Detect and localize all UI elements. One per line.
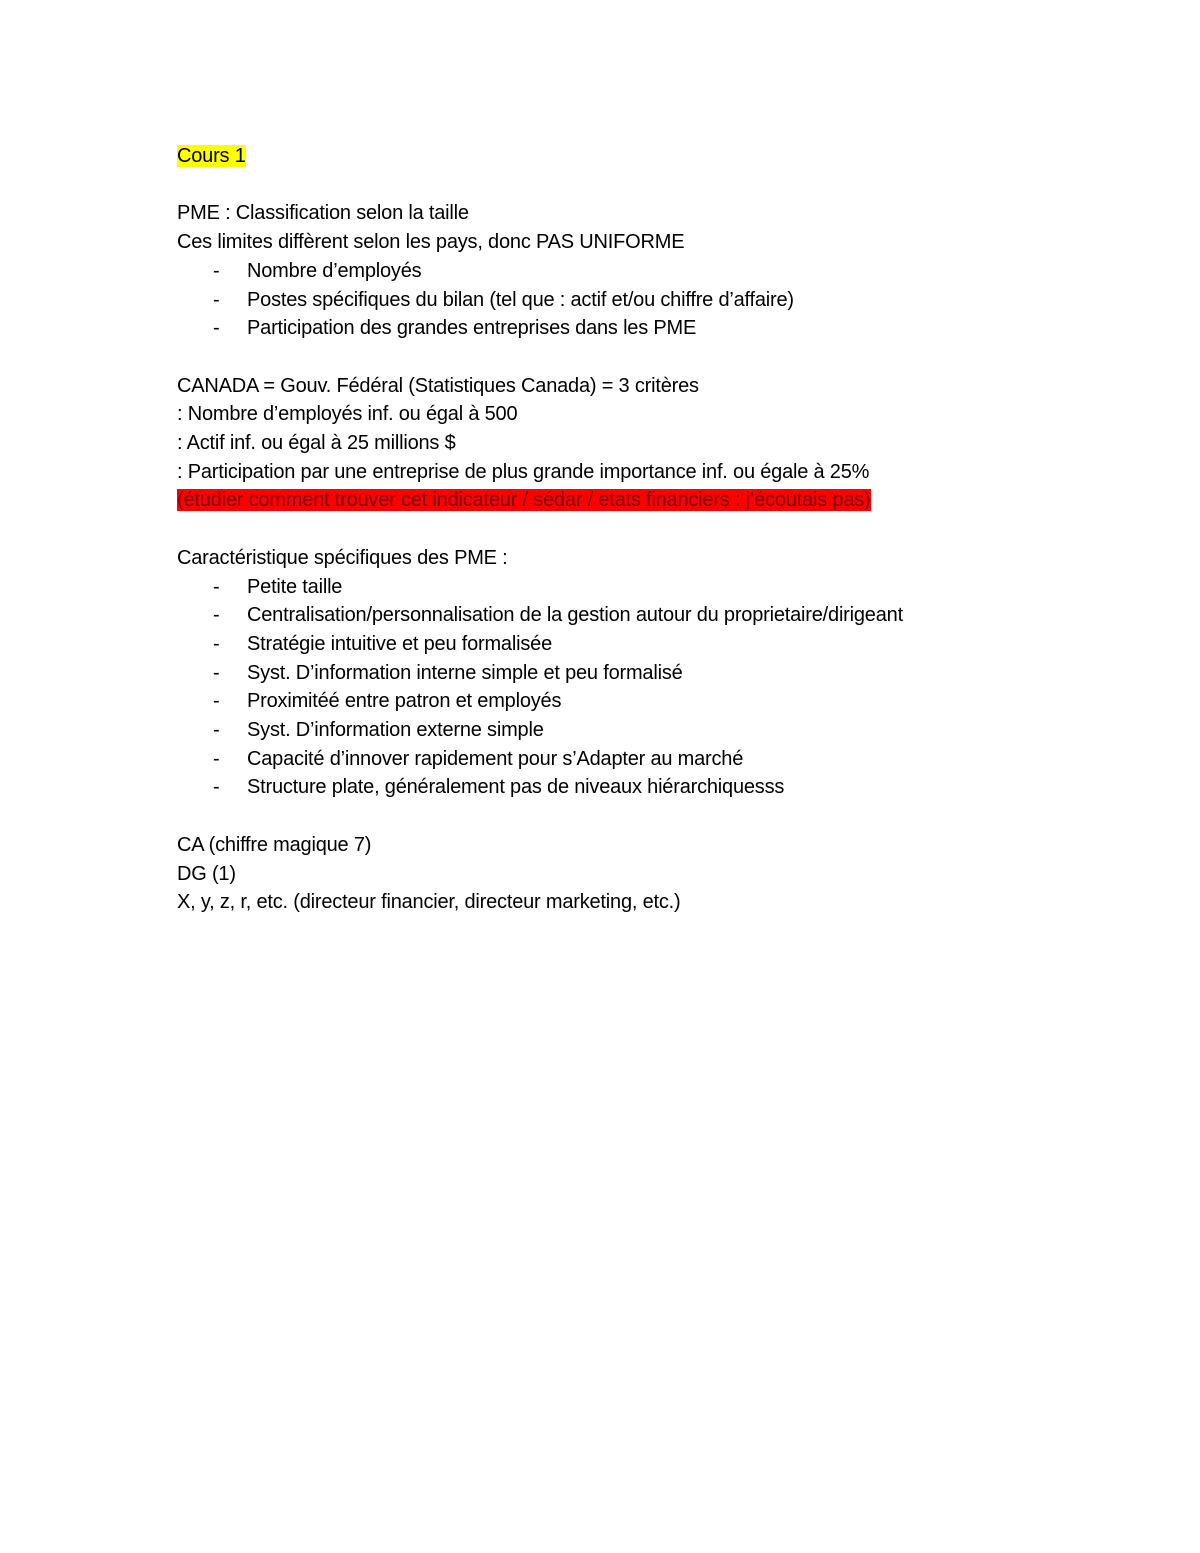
limits-line: Ces limites diffèrent selon les pays, donc PAS UNIFORME	[177, 231, 685, 254]
canada-criterion: : Nombre d’employés inf. ou égal à 500	[177, 403, 518, 426]
blank-line	[177, 802, 1077, 831]
list-item-text: Postes spécifiques du bilan (tel que : actif et/ou chiffre d’affaire)	[247, 288, 794, 311]
characteristics-list	[177, 573, 1077, 803]
dash-bullet: -	[213, 575, 220, 598]
canada-line: CANADA = Gouv. Fédéral (Statistiques Canada) = 3 critères	[177, 374, 699, 397]
course-title: Cours 1	[177, 145, 246, 167]
blank-line	[177, 171, 1077, 200]
dash-bullet: -	[213, 747, 220, 770]
document-body	[177, 142, 1077, 917]
red-highlight-note: (étudier comment trouver cet indicateur / sédar / etats financiers : j’écoutais pas)	[177, 489, 871, 512]
dash-bullet: -	[213, 288, 220, 311]
list-item-text: Syst. D’information interne simple et peu formalisé	[247, 661, 683, 684]
dash-bullet: -	[213, 776, 220, 799]
dash-bullet: -	[213, 604, 220, 627]
canada-criterion: : Participation par une entreprise de plus grande importance inf. ou égale à 25%	[177, 460, 870, 483]
list-item-text: Centralisation/personnalisation de la gestion autour du proprietaire/dirigeant	[247, 604, 903, 627]
list-item-text: Participation des grandes entreprises dans les PME	[247, 317, 697, 340]
list-item	[177, 630, 1077, 659]
dash-bullet: -	[213, 259, 220, 282]
xyz-line: X, y, z, r, etc. (directeur financier, directeur marketing, etc.)	[177, 891, 681, 914]
list-item-text: Petite taille	[247, 575, 343, 598]
list-item	[177, 659, 1077, 688]
list-item-text: Proximitéé entre patron et employés	[247, 690, 562, 713]
dash-bullet: -	[213, 317, 220, 340]
pme-heading: PME : Classification selon la taille	[177, 202, 469, 225]
list-item	[177, 773, 1077, 802]
canada-criterion: : Actif inf. ou égal à 25 millions $	[177, 432, 456, 454]
dash-bullet: -	[213, 661, 220, 684]
dash-bullet: -	[213, 632, 220, 655]
list-item-text: Structure plate, généralement pas de niveaux hiérarchiquesss	[247, 776, 785, 799]
list-item	[177, 687, 1077, 716]
blank-line	[177, 343, 1077, 372]
list-item	[177, 286, 1077, 315]
red-note-line	[177, 486, 1077, 515]
criteria-list	[177, 257, 1077, 343]
title-line	[177, 142, 1077, 171]
list-item	[177, 745, 1077, 774]
blank-line	[177, 515, 1077, 544]
list-item	[177, 257, 1077, 286]
dash-bullet: -	[213, 690, 220, 713]
list-item	[177, 716, 1077, 745]
list-item	[177, 573, 1077, 602]
ca-line: CA (chiffre magique 7)	[177, 833, 372, 856]
list-item-text: Nombre d’employés	[247, 259, 422, 282]
dg-line: DG (1)	[177, 862, 236, 885]
list-item-text: Stratégie intuitive et peu formalisée	[247, 632, 552, 655]
characteristics-heading: Caractéristique spécifiques des PME :	[177, 546, 508, 569]
list-item-text: Capacité d’innover rapidement pour s’Adapter au marché	[247, 747, 744, 770]
list-item	[177, 314, 1077, 343]
list-item-text: Syst. D’information externe simple	[247, 719, 544, 742]
dash-bullet: -	[213, 719, 220, 742]
list-item	[177, 601, 1077, 630]
